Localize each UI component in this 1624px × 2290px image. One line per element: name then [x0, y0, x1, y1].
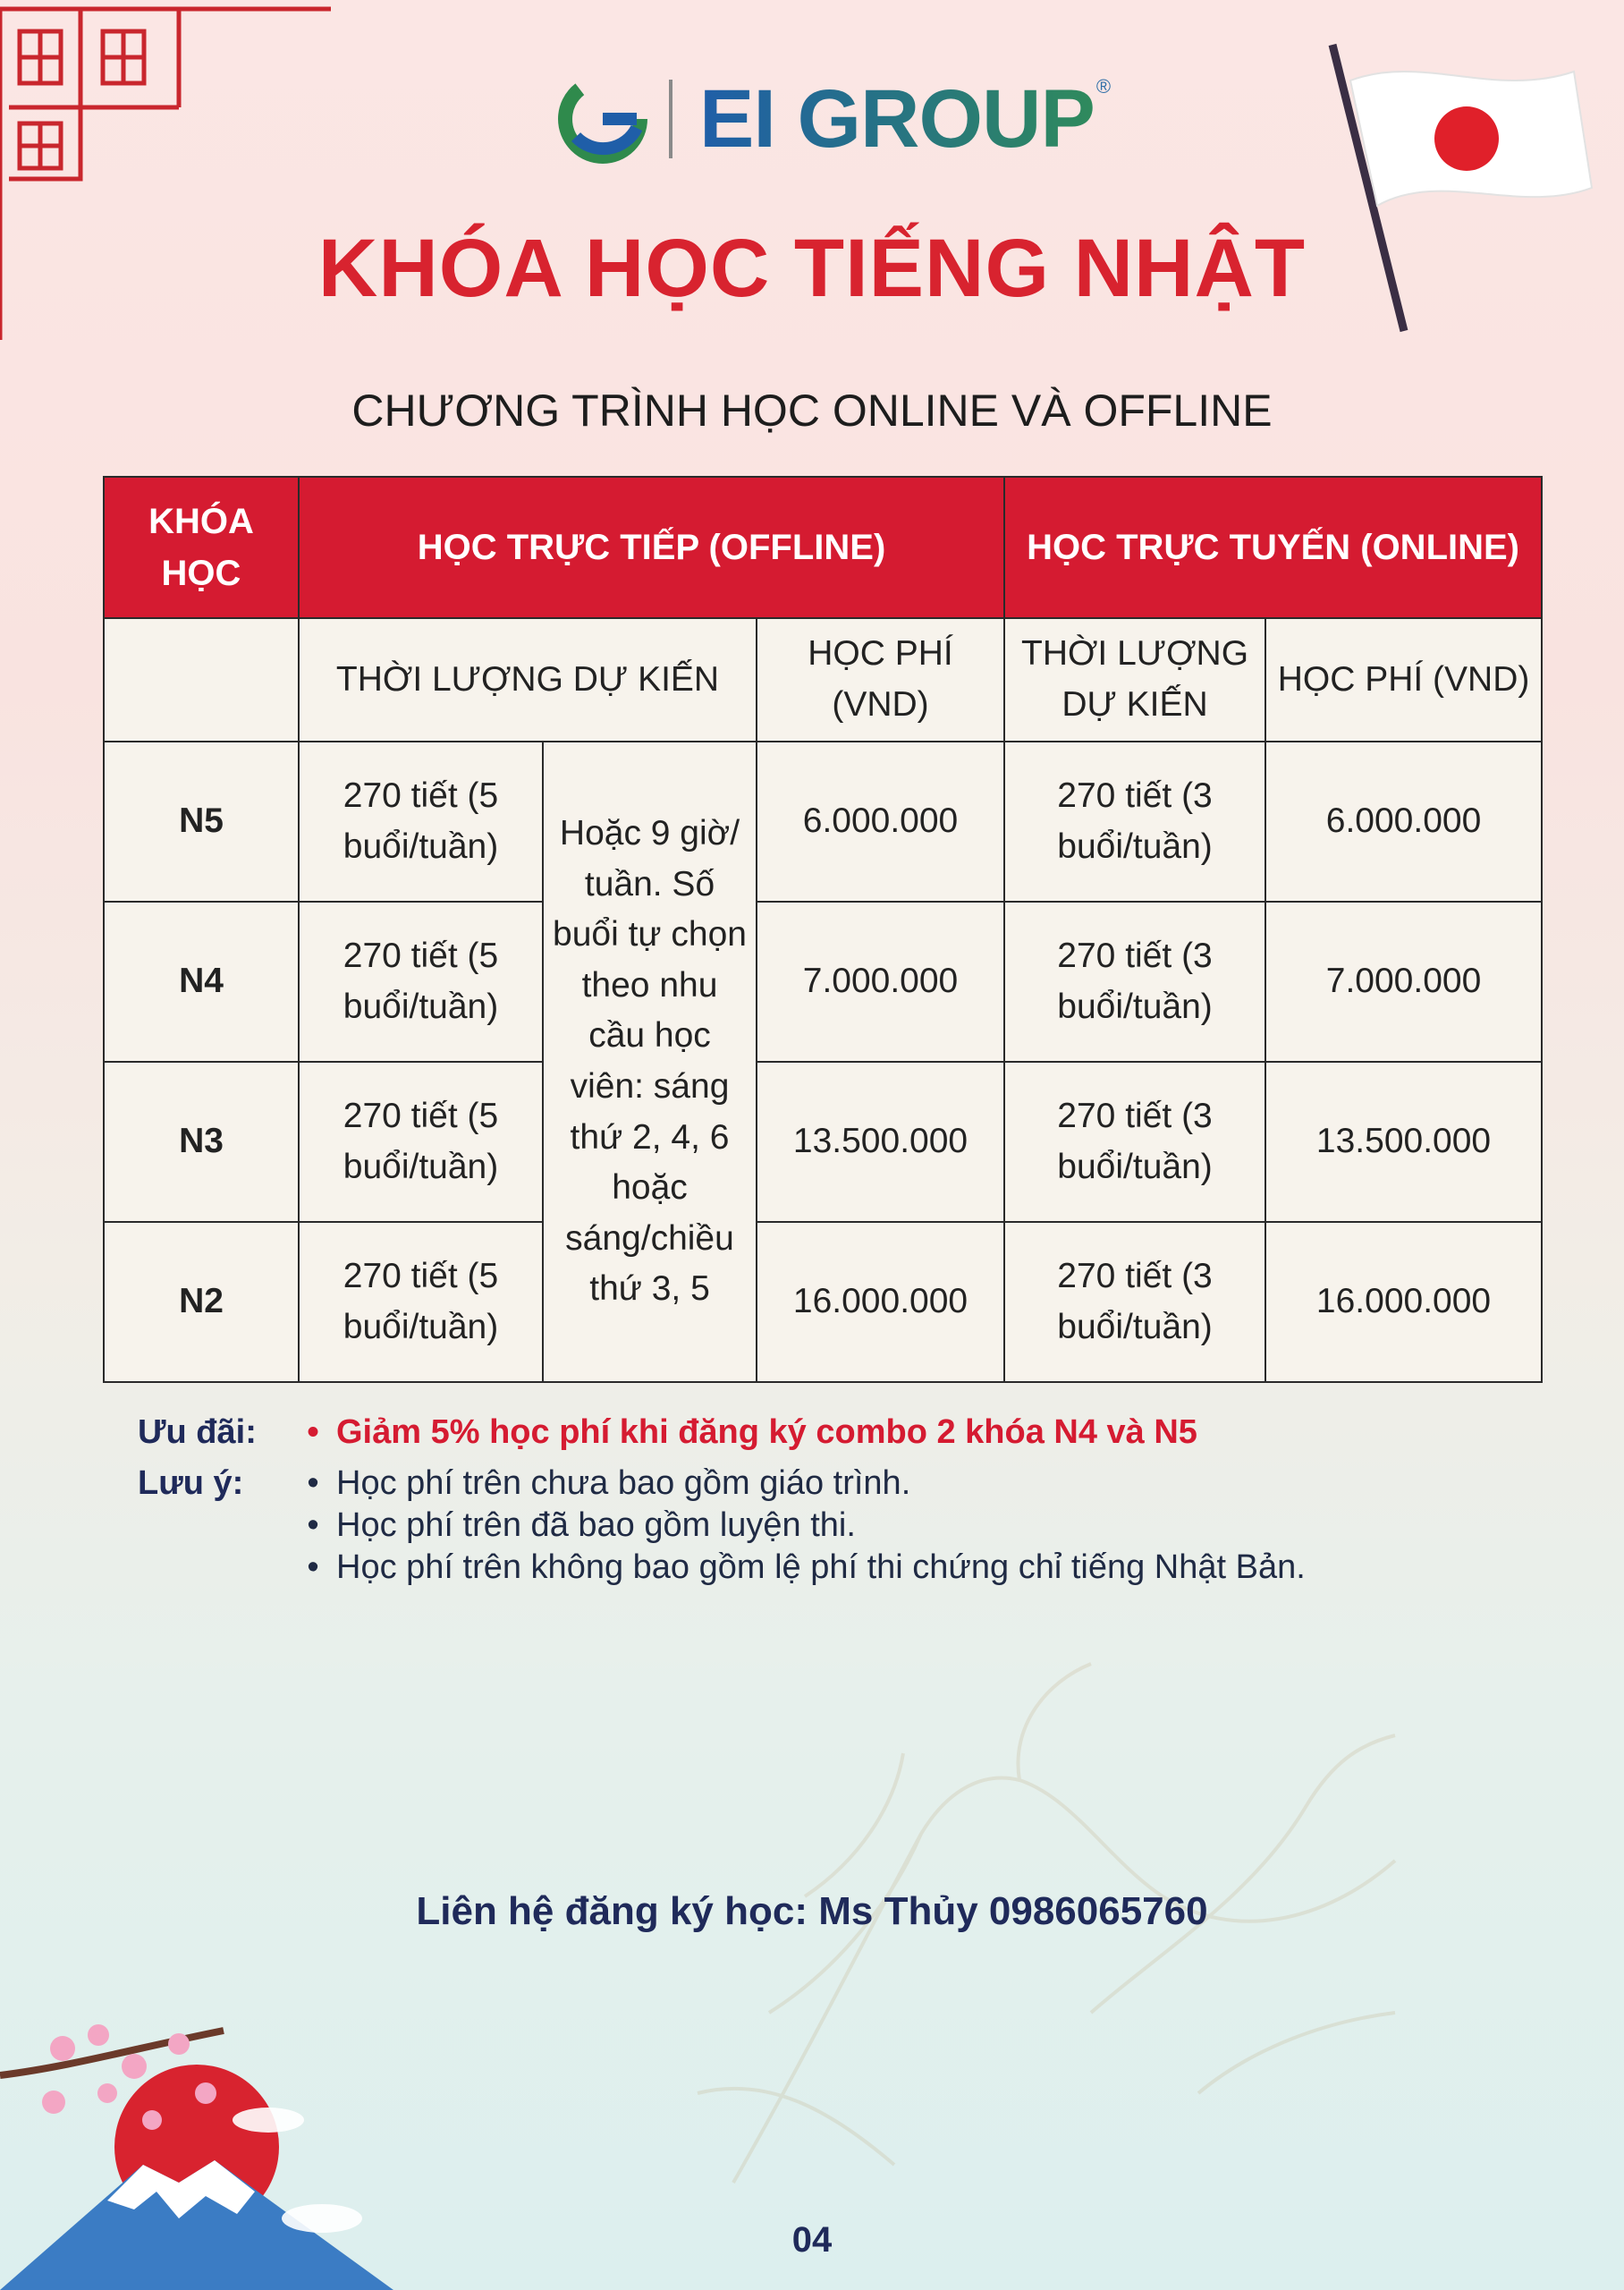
offline-duration-cell: 270 tiết (5 buổi/tuần) — [299, 1062, 543, 1222]
offer-label: Ưu đãi: — [138, 1413, 257, 1451]
offline-duration-cell: 270 tiết (5 buổi/tuần) — [299, 1222, 543, 1382]
online-duration-cell: 270 tiết (3 buổi/tuần) — [1004, 742, 1265, 902]
note-item: Học phí trên đã bao gồm luyện thi. — [336, 1506, 856, 1544]
level-cell: N2 — [104, 1222, 299, 1382]
bullet-icon: • — [307, 1548, 319, 1586]
fee-table — [103, 476, 1543, 1383]
ei-group-logo-icon — [558, 74, 647, 164]
contact-line: Liên hệ đăng ký học: Ms Thủy 0986065760 — [416, 1889, 1208, 1933]
note-label: Lưu ý: — [138, 1464, 244, 1502]
table-row — [104, 902, 1542, 1062]
online-fee-cell: 6.000.000 — [1265, 742, 1542, 902]
table-row — [104, 742, 1542, 902]
header-course: KHÓA HỌC — [104, 477, 299, 618]
note-row — [138, 1506, 1306, 1545]
note-item: Học phí trên không bao gồm lệ phí thi chứng chỉ tiếng Nhật Bản. — [336, 1548, 1306, 1586]
online-duration-cell: 270 tiết (3 buổi/tuần) — [1004, 902, 1265, 1062]
note-row — [138, 1548, 1306, 1587]
page-subtitle: CHƯƠNG TRÌNH HỌC ONLINE VÀ OFFLINE — [351, 386, 1273, 436]
subheader-offline-duration: THỜI LƯỢNG DỰ KIẾN — [299, 618, 757, 742]
online-duration-cell: 270 tiết (3 buổi/tuần) — [1004, 1062, 1265, 1222]
bullet-icon: • — [307, 1464, 319, 1502]
offline-fee-cell: 16.000.000 — [757, 1222, 1004, 1382]
subheader-online-fee: HỌC PHÍ (VND) — [1265, 618, 1542, 742]
note-row — [138, 1464, 1306, 1503]
online-fee-cell: 7.000.000 — [1265, 902, 1542, 1062]
header-online: HỌC TRỰC TUYẾN (ONLINE) — [1004, 477, 1542, 618]
online-fee-cell: 16.000.000 — [1265, 1222, 1542, 1382]
table-row — [104, 1222, 1542, 1382]
page-number: 04 — [791, 2220, 833, 2260]
bullet-icon: • — [307, 1506, 319, 1544]
level-cell: N5 — [104, 742, 299, 902]
offline-duration-cell: 270 tiết (5 buổi/tuần) — [299, 742, 543, 902]
offline-duration-cell: 270 tiết (5 buổi/tuần) — [299, 902, 543, 1062]
level-cell: N4 — [104, 902, 299, 1062]
offline-fee-cell: 6.000.000 — [757, 742, 1004, 902]
page-title: KHÓA HỌC TIẾNG NHẬT — [317, 223, 1307, 314]
table-subheader-row — [104, 618, 1542, 742]
offer-row — [138, 1413, 1306, 1452]
registered-mark: ® — [1095, 75, 1112, 98]
bullet-icon: • — [307, 1413, 319, 1451]
note-item: Học phí trên chưa bao gồm giáo trình. — [336, 1464, 911, 1502]
offline-fee-cell: 13.500.000 — [757, 1062, 1004, 1222]
online-fee-cell: 13.500.000 — [1265, 1062, 1542, 1222]
subheader-empty — [104, 618, 299, 742]
brand-logo — [558, 70, 1111, 168]
offer-text: Giảm 5% học phí khi đăng ký combo 2 khóa N4 và N5 — [336, 1413, 1197, 1451]
notes-section — [138, 1413, 1306, 1599]
subheader-offline-fee: HỌC PHÍ (VND) — [757, 618, 1004, 742]
logo-divider — [669, 80, 672, 158]
brand-name: EI GROUP — [699, 72, 1095, 165]
level-cell: N3 — [104, 1062, 299, 1222]
online-duration-cell: 270 tiết (3 buổi/tuần) — [1004, 1222, 1265, 1382]
subheader-online-duration: THỜI LƯỢNG DỰ KIẾN — [1004, 618, 1265, 742]
offline-fee-cell: 7.000.000 — [757, 902, 1004, 1062]
table-row — [104, 1062, 1542, 1222]
table-header-row — [104, 477, 1542, 618]
crane-watermark-icon — [626, 1628, 1431, 2254]
header-offline: HỌC TRỰC TIẾP (OFFLINE) — [299, 477, 1004, 618]
schedule-note-cell: Hoặc 9 giờ/ tuần. Số buổi tự chọn theo nhu cầu học viên: sáng thứ 2, 4, 6 hoặc sáng/chiều thứ 3, 5 — [543, 742, 757, 1382]
